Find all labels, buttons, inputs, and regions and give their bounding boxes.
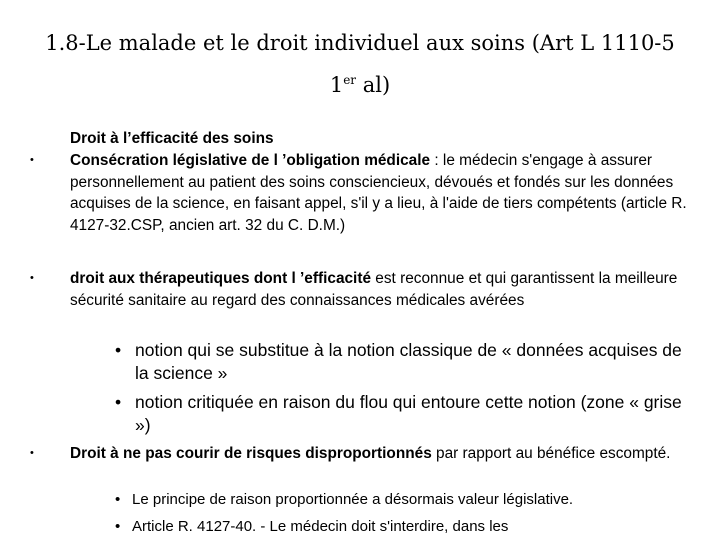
sub-bullet-item [115,391,685,437]
sub-sub-bullet-text: Article R. 4127-40. - Le médecin doit s'interdire, dans les [132,518,509,535]
sub-bullet-marker: • [115,340,122,360]
title-line-1: 1.8-Le malade et le droit individuel aux soins (Art L 1110-5 [45,31,675,55]
bullet-item [70,268,690,311]
bullet-text: : le médecin s'engage à assurer personnellement au patient des soins consciencieux, dévoués et fondés sur les données acquises de la science, en faisant appel, s'il y a lieu, à l'aide de tiers compétents (article R. 4127-32.CSP, ancien art. 32 du C. D.M.) [70,152,687,234]
title-line-2-start: 1 [329,73,344,97]
bullet-text: est reconnue et qui garantissent la meilleure sécurité sanitaire au regard des connaissances médicales avérées [70,270,678,309]
sub-sub-bullet-marker: • [115,518,121,535]
title-line-2 [0,64,720,106]
bullet-marker: • [30,272,34,284]
sub-sub-bullet-item [115,516,705,537]
sub-bullet-text: notion qui se substitue à la notion classique de « données acquises de la science » [135,340,682,383]
slide-title [0,22,720,106]
sub-bullet-marker: • [115,392,122,412]
title-line-2-end: al) [356,73,391,97]
title-superscript: er [343,73,357,87]
bullet-bold-text: Consécration législative de l ’obligation médicale [70,152,431,169]
bullet-text: par rapport au bénéfice escompté. [431,445,671,462]
bullet-marker: • [30,447,34,459]
sub-bullet-item [115,339,685,385]
section-heading: Droit à l’efficacité des soins [70,130,274,147]
bullet-bold-text: droit aux thérapeutiques dont l ’efficacité [70,270,372,287]
sub-sub-bullet-text: Le principe de raison proportionnée a désormais valeur législative. [132,491,574,508]
bullet-item [70,150,690,236]
bullet-bold-text: Droit à ne pas courir de risques disproportionnés [70,445,432,462]
sub-sub-bullet-marker: • [115,491,121,508]
sub-bullet-text: notion critiquée en raison du flou qui entoure cette notion (zone « grise ») [135,392,682,435]
bullet-marker: • [30,154,34,166]
bullet-item [70,443,690,465]
sub-sub-bullet-item [115,489,705,510]
